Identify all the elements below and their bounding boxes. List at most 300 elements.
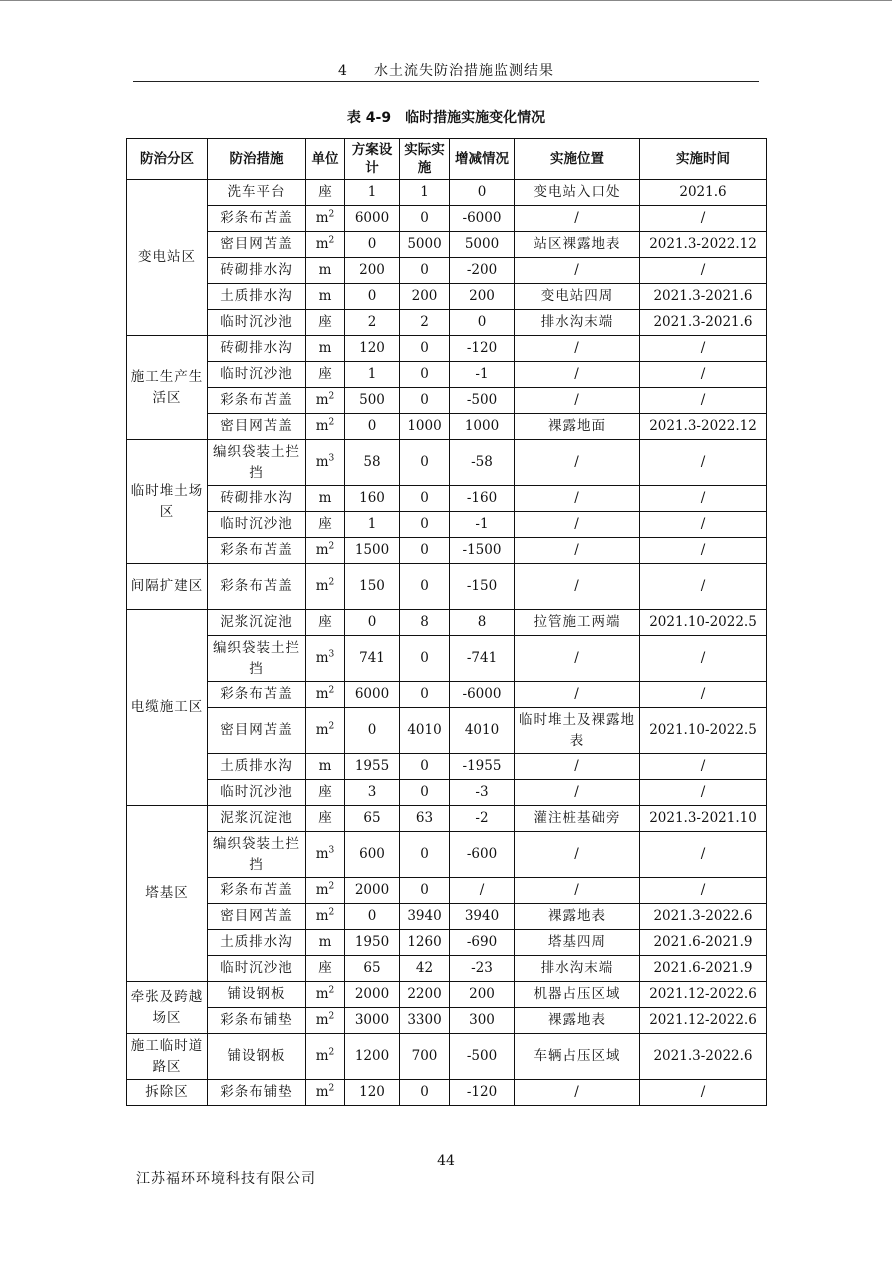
zone-cell: 牵张及跨越场区 [127, 982, 208, 1034]
table-row [127, 232, 767, 258]
col-header-unit: 单位 [306, 139, 345, 180]
location-cell: 裸露地表 [515, 904, 640, 930]
change-cell: -120 [450, 336, 515, 362]
time-cell: / [640, 440, 767, 486]
time-cell: / [640, 754, 767, 780]
measures-table [126, 138, 767, 1106]
unit-exponent: 2 [328, 721, 335, 732]
location-cell: / [515, 388, 640, 414]
table-row [127, 486, 767, 512]
design-cell: 65 [345, 956, 400, 982]
location-cell: / [515, 440, 640, 486]
table-row [127, 538, 767, 564]
design-cell: 500 [345, 388, 400, 414]
table-row [127, 780, 767, 806]
design-cell: 2000 [345, 878, 400, 904]
design-cell: 65 [345, 806, 400, 832]
change-cell: -500 [450, 1034, 515, 1080]
table-row [127, 982, 767, 1008]
measure-cell: 编织袋装土拦挡 [208, 832, 306, 878]
measure-cell: 彩条布苫盖 [208, 206, 306, 232]
location-cell: / [515, 754, 640, 780]
actual-cell: 2200 [400, 982, 450, 1008]
measure-cell: 临时沉沙池 [208, 780, 306, 806]
unit-text: m [318, 288, 332, 304]
col-header-measure: 防治措施 [208, 139, 306, 180]
col-header-time: 实施时间 [640, 139, 767, 180]
unit-cell [306, 982, 345, 1008]
header-rule [133, 81, 759, 82]
unit-text: m [315, 418, 329, 434]
design-cell: 2000 [345, 982, 400, 1008]
unit-exponent: 2 [328, 1011, 335, 1022]
unit-text: m [315, 578, 329, 594]
unit-exponent: 2 [328, 1047, 335, 1058]
zone-cell: 塔基区 [127, 806, 208, 982]
time-cell: / [640, 564, 767, 610]
location-cell: 机器占压区域 [515, 982, 640, 1008]
change-cell: -600 [450, 832, 515, 878]
design-cell: 0 [345, 708, 400, 754]
time-cell: 2021.3-2021.6 [640, 310, 767, 336]
actual-cell: 0 [400, 682, 450, 708]
design-cell: 200 [345, 258, 400, 284]
table-row [127, 904, 767, 930]
time-cell: / [640, 1080, 767, 1106]
design-cell: 1200 [345, 1034, 400, 1080]
actual-cell: 1 [400, 180, 450, 206]
design-cell: 1 [345, 512, 400, 538]
unit-text: m [315, 454, 329, 470]
actual-cell: 0 [400, 362, 450, 388]
change-cell: -2 [450, 806, 515, 832]
zone-cell: 间隔扩建区 [127, 564, 208, 610]
measure-cell: 砖砌排水沟 [208, 258, 306, 284]
design-cell: 600 [345, 832, 400, 878]
unit-exponent: 2 [328, 235, 335, 246]
table-row [127, 1080, 767, 1106]
actual-cell: 0 [400, 780, 450, 806]
measure-cell: 土质排水沟 [208, 284, 306, 310]
location-cell: 站区裸露地表 [515, 232, 640, 258]
unit-cell [306, 362, 345, 388]
time-cell: 2021.3-2022.12 [640, 232, 767, 258]
unit-text: m [318, 340, 332, 356]
unit-exponent: 2 [328, 417, 335, 428]
change-cell: -1 [450, 362, 515, 388]
time-cell: / [640, 388, 767, 414]
design-cell: 3 [345, 780, 400, 806]
location-cell: 临时堆土及裸露地表 [515, 708, 640, 754]
location-cell: 塔基四周 [515, 930, 640, 956]
actual-cell: 0 [400, 512, 450, 538]
time-cell: / [640, 362, 767, 388]
time-cell: / [640, 258, 767, 284]
actual-cell: 0 [400, 636, 450, 682]
location-cell: 排水沟末端 [515, 310, 640, 336]
location-cell: 裸露地表 [515, 1008, 640, 1034]
unit-text: 座 [318, 810, 332, 826]
design-cell: 3000 [345, 1008, 400, 1034]
change-cell: 1000 [450, 414, 515, 440]
unit-text: m [315, 882, 329, 898]
time-cell: / [640, 636, 767, 682]
time-cell: 2021.6-2021.9 [640, 956, 767, 982]
location-cell: 裸露地面 [515, 414, 640, 440]
change-cell: 4010 [450, 708, 515, 754]
design-cell: 1950 [345, 930, 400, 956]
location-cell: / [515, 538, 640, 564]
measure-cell: 编织袋装土拦挡 [208, 636, 306, 682]
change-cell: 0 [450, 180, 515, 206]
unit-exponent: 2 [328, 907, 335, 918]
location-cell: 车辆占压区域 [515, 1034, 640, 1080]
unit-exponent: 2 [328, 881, 335, 892]
change-cell: 5000 [450, 232, 515, 258]
unit-cell [306, 1080, 345, 1106]
unit-text: m [315, 1084, 329, 1100]
table-row [127, 806, 767, 832]
unit-exponent: 2 [328, 391, 335, 402]
location-cell: / [515, 1080, 640, 1106]
actual-cell: 0 [400, 440, 450, 486]
design-cell: 0 [345, 414, 400, 440]
table-row [127, 1034, 767, 1080]
unit-text: 座 [318, 614, 332, 630]
design-cell: 120 [345, 336, 400, 362]
location-cell: / [515, 336, 640, 362]
table-row [127, 610, 767, 636]
measure-cell: 密目网苫盖 [208, 708, 306, 754]
unit-cell [306, 636, 345, 682]
change-cell: -1 [450, 512, 515, 538]
location-cell: 排水沟末端 [515, 956, 640, 982]
unit-text: m [315, 686, 329, 702]
design-cell: 120 [345, 1080, 400, 1106]
unit-cell [306, 180, 345, 206]
table-row [127, 754, 767, 780]
unit-cell [306, 336, 345, 362]
table-row [127, 310, 767, 336]
measure-cell: 彩条布苫盖 [208, 538, 306, 564]
zone-cell: 变电站区 [127, 180, 208, 336]
unit-cell [306, 564, 345, 610]
unit-text: 座 [318, 784, 332, 800]
zone-cell: 临时堆土场区 [127, 440, 208, 564]
page-number: 44 [437, 1153, 455, 1169]
unit-exponent: 2 [328, 209, 335, 220]
location-cell: / [515, 206, 640, 232]
unit-exponent: 2 [328, 577, 335, 588]
actual-cell: 0 [400, 754, 450, 780]
time-cell: / [640, 206, 767, 232]
table-row [127, 206, 767, 232]
table-row [127, 180, 767, 206]
change-cell: -200 [450, 258, 515, 284]
time-cell: 2021.10-2022.5 [640, 610, 767, 636]
design-cell: 2 [345, 310, 400, 336]
measure-cell: 密目网苫盖 [208, 414, 306, 440]
unit-cell [306, 206, 345, 232]
change-cell: 3940 [450, 904, 515, 930]
unit-text: m [318, 934, 332, 950]
table-row [127, 284, 767, 310]
time-cell: / [640, 486, 767, 512]
change-cell: 200 [450, 982, 515, 1008]
change-cell: 8 [450, 610, 515, 636]
change-cell: 200 [450, 284, 515, 310]
unit-cell [306, 682, 345, 708]
unit-cell [306, 832, 345, 878]
time-cell: / [640, 682, 767, 708]
running-header [0, 60, 892, 80]
actual-cell: 0 [400, 1080, 450, 1106]
location-cell: / [515, 878, 640, 904]
unit-cell [306, 258, 345, 284]
actual-cell: 1260 [400, 930, 450, 956]
table-row [127, 930, 767, 956]
table-row [127, 956, 767, 982]
change-cell: -1500 [450, 538, 515, 564]
time-cell: 2021.3-2022.12 [640, 414, 767, 440]
table-row [127, 336, 767, 362]
table-row [127, 414, 767, 440]
time-cell: / [640, 512, 767, 538]
unit-text: 座 [318, 184, 332, 200]
change-cell: -160 [450, 486, 515, 512]
unit-cell [306, 284, 345, 310]
unit-text: m [315, 1048, 329, 1064]
change-cell: -23 [450, 956, 515, 982]
actual-cell: 3940 [400, 904, 450, 930]
unit-text: m [318, 758, 332, 774]
design-cell: 0 [345, 610, 400, 636]
unit-cell [306, 440, 345, 486]
design-cell: 6000 [345, 682, 400, 708]
unit-text: m [315, 210, 329, 226]
unit-cell [306, 512, 345, 538]
location-cell: / [515, 832, 640, 878]
table-row [127, 832, 767, 878]
unit-cell [306, 780, 345, 806]
location-cell: / [515, 564, 640, 610]
time-cell: 2021.3-2022.6 [640, 904, 767, 930]
measure-cell: 临时沉沙池 [208, 956, 306, 982]
col-header-zone: 防治分区 [127, 139, 208, 180]
design-cell: 0 [345, 284, 400, 310]
actual-cell: 2 [400, 310, 450, 336]
unit-text: m [315, 650, 329, 666]
change-cell: -58 [450, 440, 515, 486]
zone-cell: 拆除区 [127, 1080, 208, 1106]
unit-cell [306, 538, 345, 564]
change-cell: -690 [450, 930, 515, 956]
measure-cell: 临时沉沙池 [208, 310, 306, 336]
design-cell: 58 [345, 440, 400, 486]
time-cell: 2021.3-2022.6 [640, 1034, 767, 1080]
measure-cell: 铺设钢板 [208, 1034, 306, 1080]
change-cell: -150 [450, 564, 515, 610]
table-row [127, 362, 767, 388]
time-cell: 2021.10-2022.5 [640, 708, 767, 754]
top-border-line [0, 0, 892, 1]
design-cell: 1 [345, 362, 400, 388]
measure-cell: 密目网苫盖 [208, 904, 306, 930]
location-cell: / [515, 512, 640, 538]
actual-cell: 0 [400, 832, 450, 878]
table-row [127, 564, 767, 610]
zone-cell: 施工临时道路区 [127, 1034, 208, 1080]
col-header-location: 实施位置 [515, 139, 640, 180]
actual-cell: 0 [400, 258, 450, 284]
actual-cell: 3300 [400, 1008, 450, 1034]
measure-cell: 彩条布苫盖 [208, 388, 306, 414]
measure-cell: 彩条布铺垫 [208, 1080, 306, 1106]
table-row [127, 708, 767, 754]
table-row [127, 636, 767, 682]
table-row [127, 388, 767, 414]
design-cell: 0 [345, 232, 400, 258]
actual-cell: 42 [400, 956, 450, 982]
design-cell: 741 [345, 636, 400, 682]
unit-cell [306, 754, 345, 780]
design-cell: 160 [345, 486, 400, 512]
unit-exponent: 2 [328, 541, 335, 552]
design-cell: 1500 [345, 538, 400, 564]
unit-exponent: 3 [328, 649, 335, 660]
unit-cell [306, 806, 345, 832]
actual-cell: 0 [400, 336, 450, 362]
measure-cell: 彩条布苫盖 [208, 878, 306, 904]
unit-exponent: 3 [328, 453, 335, 464]
location-cell: / [515, 486, 640, 512]
change-cell: 300 [450, 1008, 515, 1034]
location-cell: 变电站四周 [515, 284, 640, 310]
actual-cell: 0 [400, 206, 450, 232]
col-header-design: 方案设计 [345, 139, 400, 180]
actual-cell: 0 [400, 878, 450, 904]
location-cell: / [515, 258, 640, 284]
measure-cell: 土质排水沟 [208, 754, 306, 780]
actual-cell: 200 [400, 284, 450, 310]
location-cell: 灌注桩基础旁 [515, 806, 640, 832]
measure-cell: 彩条布苫盖 [208, 564, 306, 610]
change-cell: -741 [450, 636, 515, 682]
time-cell: 2021.12-2022.6 [640, 1008, 767, 1034]
chapter-title: 水土流失防治措施监测结果 [373, 63, 554, 79]
table-row [127, 440, 767, 486]
actual-cell: 0 [400, 486, 450, 512]
actual-cell: 63 [400, 806, 450, 832]
location-cell: / [515, 682, 640, 708]
change-cell: 0 [450, 310, 515, 336]
unit-text: 座 [318, 314, 332, 330]
unit-text: m [318, 262, 332, 278]
measure-cell: 铺设钢板 [208, 982, 306, 1008]
unit-cell [306, 486, 345, 512]
change-cell: / [450, 878, 515, 904]
location-cell: / [515, 362, 640, 388]
time-cell: 2021.6-2021.9 [640, 930, 767, 956]
measure-cell: 洗车平台 [208, 180, 306, 206]
time-cell: 2021.3-2021.6 [640, 284, 767, 310]
table-header-row [127, 139, 767, 180]
unit-text: 座 [318, 960, 332, 976]
unit-cell [306, 232, 345, 258]
measure-cell: 密目网苫盖 [208, 232, 306, 258]
table-row [127, 512, 767, 538]
unit-text: m [315, 846, 329, 862]
col-header-change: 增减情况 [450, 139, 515, 180]
unit-cell [306, 414, 345, 440]
unit-text: m [318, 490, 332, 506]
unit-text: m [315, 392, 329, 408]
measure-cell: 彩条布苫盖 [208, 682, 306, 708]
unit-cell [306, 610, 345, 636]
table-row [127, 1008, 767, 1034]
unit-exponent: 2 [328, 1083, 335, 1094]
table-body [127, 180, 767, 1106]
actual-cell: 8 [400, 610, 450, 636]
measure-cell: 泥浆沉淀池 [208, 610, 306, 636]
location-cell: / [515, 780, 640, 806]
unit-text: 座 [318, 516, 332, 532]
unit-cell [306, 1008, 345, 1034]
design-cell: 1955 [345, 754, 400, 780]
unit-exponent: 2 [328, 685, 335, 696]
unit-cell [306, 878, 345, 904]
actual-cell: 5000 [400, 232, 450, 258]
measure-cell: 临时沉沙池 [208, 362, 306, 388]
change-cell: -6000 [450, 682, 515, 708]
location-cell: 拉管施工两端 [515, 610, 640, 636]
change-cell: -6000 [450, 206, 515, 232]
measure-cell: 编织袋装土拦挡 [208, 440, 306, 486]
table-caption: 表 4-9 临时措施实施变化情况 [346, 110, 546, 126]
measure-cell: 彩条布铺垫 [208, 1008, 306, 1034]
unit-text: m [315, 236, 329, 252]
unit-text: m [315, 722, 329, 738]
unit-text: m [315, 986, 329, 1002]
design-cell: 6000 [345, 206, 400, 232]
chapter-number: 4 [338, 63, 348, 79]
time-cell: 2021.3-2021.10 [640, 806, 767, 832]
unit-cell [306, 1034, 345, 1080]
change-cell: -1955 [450, 754, 515, 780]
unit-cell [306, 708, 345, 754]
design-cell: 150 [345, 564, 400, 610]
unit-exponent: 2 [328, 985, 335, 996]
zone-cell: 施工生产生活区 [127, 336, 208, 440]
measure-cell: 泥浆沉淀池 [208, 806, 306, 832]
table-row [127, 878, 767, 904]
unit-cell [306, 904, 345, 930]
table-row [127, 682, 767, 708]
change-cell: -3 [450, 780, 515, 806]
unit-text: m [315, 1012, 329, 1028]
location-cell: / [515, 636, 640, 682]
design-cell: 0 [345, 904, 400, 930]
footer-company: 江苏福环环境科技有限公司 [136, 1171, 316, 1187]
measure-cell: 临时沉沙池 [208, 512, 306, 538]
actual-cell: 1000 [400, 414, 450, 440]
unit-exponent: 3 [328, 845, 335, 856]
unit-text: m [315, 908, 329, 924]
time-cell: / [640, 538, 767, 564]
actual-cell: 4010 [400, 708, 450, 754]
measure-cell: 砖砌排水沟 [208, 486, 306, 512]
actual-cell: 0 [400, 388, 450, 414]
